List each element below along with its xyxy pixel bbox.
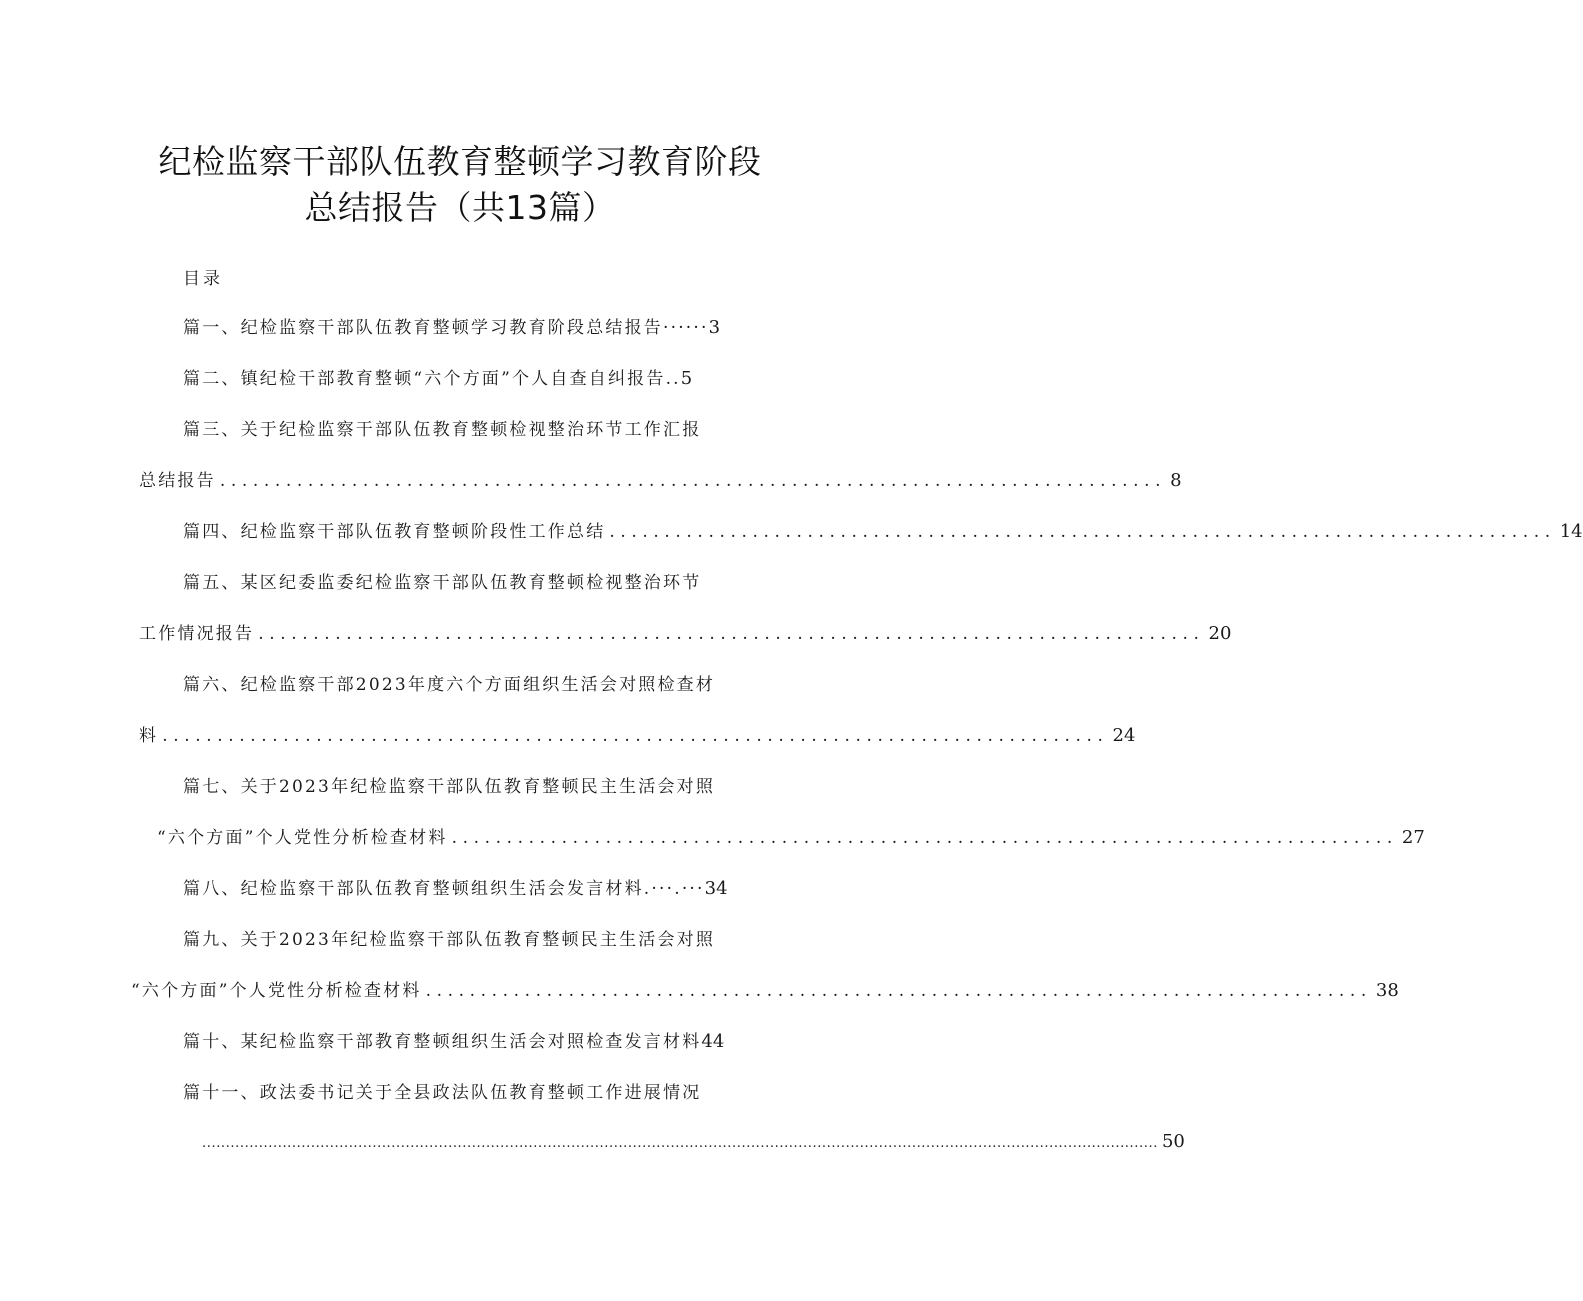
toc-entry-text: 篇七、关于2023年纪检监察干部队伍教育整顿民主生活会对照 (183, 777, 716, 797)
toc-leader-dots: ...................................................................................... (162, 726, 1109, 746)
toc-entry-text: “六个方面”个人党性分析检查材料 (131, 981, 422, 1001)
toc-entry-7-continuation[interactable] (157, 826, 1425, 850)
toc-entry-5-continuation[interactable] (139, 622, 1232, 646)
toc-entry-3[interactable] (183, 418, 701, 442)
toc-leader-dots: ...................................................................................... (258, 624, 1205, 644)
toc-entry-page: 50 (1161, 1131, 1185, 1152)
document-title-line1: 纪检监察干部队伍教育整顿学习教育阶段 (158, 142, 762, 181)
toc-entry-page: 34 (704, 878, 728, 899)
toc-entry-10[interactable] (183, 1030, 724, 1054)
toc-entry-9[interactable] (183, 928, 715, 952)
toc-entry-text: 篇九、关于2023年纪检监察干部队伍教育整顿民主生活会对照 (183, 930, 716, 950)
toc-entry-text: 总结报告 (139, 471, 216, 491)
toc-entry-11-continuation[interactable] (198, 1130, 1185, 1156)
toc-leader-dots: ...................................................................................... (451, 828, 1398, 848)
toc-entry-8[interactable] (183, 877, 728, 901)
toc-entry-page: 38 (1375, 980, 1399, 1001)
toc-entry-4[interactable] (183, 520, 1583, 544)
toc-entry-page: 14 (1559, 521, 1583, 542)
toc-entry-1[interactable] (183, 316, 720, 340)
toc-entry-text: 篇八、纪检监察干部队伍教育整顿组织生活会发言材料.···.··· (183, 879, 705, 899)
toc-entry-5[interactable] (183, 571, 701, 595)
toc-entry-text: 篇十一、政法委书记关于全县政法队伍教育整顿工作进展情况 (183, 1083, 702, 1103)
toc-heading: 目录 (183, 269, 223, 289)
toc-entry-text: 篇四、纪检监察干部队伍教育整顿阶段性工作总结 (183, 522, 606, 542)
toc-entry-6-continuation[interactable] (139, 724, 1136, 748)
toc-leader-dots: ...................................................................................... (425, 981, 1372, 1001)
toc-leader-dots: .......................................................................................................................................................................................................... (202, 1136, 1158, 1151)
toc-entry-text: “六个方面”个人党性分析检查材料 (157, 828, 448, 848)
toc-entry-text: 篇三、关于纪检监察干部队伍教育整顿检视整治环节工作汇报 (183, 420, 702, 440)
document-title-line2: 总结报告（共13篇） (304, 188, 616, 227)
toc-entry-text: 篇二、镇纪检干部教育整顿“六个方面”个人自查自纠报告.. (183, 369, 681, 389)
toc-entry-text: 篇一、纪检监察干部队伍教育整顿学习教育阶段总结报告······ (183, 318, 709, 338)
toc-entry-6[interactable] (183, 673, 715, 697)
toc-entry-page: 20 (1208, 623, 1232, 644)
toc-entry-11[interactable] (183, 1081, 701, 1105)
toc-entry-3-continuation[interactable] (139, 469, 1182, 493)
toc-entry-7[interactable] (183, 775, 715, 799)
toc-entry-text: 篇五、某区纪委监委纪检监察干部队伍教育整顿检视整治环节 (183, 573, 702, 593)
toc-entry-text: 料 (139, 726, 159, 746)
toc-entry-text: 工作情况报告 (139, 624, 255, 644)
toc-entry-page: 24 (1112, 725, 1136, 746)
toc-entry-page: 3 (708, 317, 721, 338)
toc-entry-text: 篇六、纪检监察干部2023年度六个方面组织生活会对照检查材 (183, 675, 716, 695)
toc-entry-text: 篇十、某纪检监察干部教育整顿组织生活会对照检查发言材料 (183, 1032, 702, 1052)
toc-entry-page: 8 (1170, 470, 1182, 491)
toc-entry-9-continuation[interactable] (131, 979, 1399, 1003)
toc-leader-dots: ...................................................................................... (219, 471, 1167, 491)
toc-entry-page: 44 (701, 1031, 725, 1052)
toc-leader-dots: ...................................................................................... (609, 522, 1556, 542)
toc-entry-page: 5 (680, 368, 693, 389)
toc-entry-2[interactable] (183, 367, 692, 391)
toc-entry-page: 27 (1401, 827, 1425, 848)
